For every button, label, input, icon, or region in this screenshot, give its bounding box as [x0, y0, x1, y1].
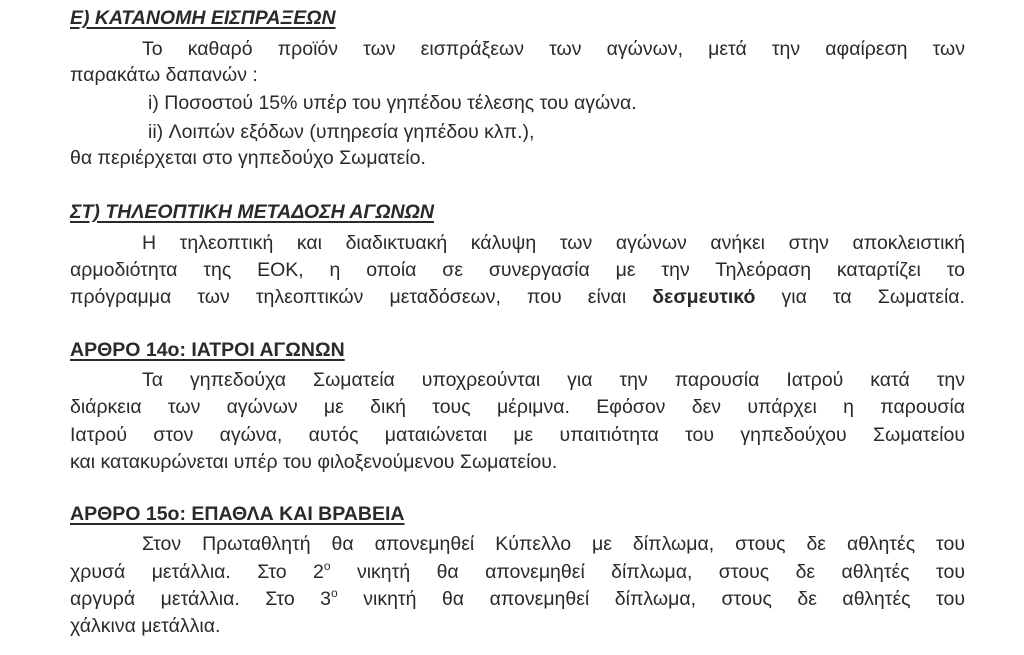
section-e-paragraph-line: παρακάτω δαπανών :	[70, 64, 258, 86]
article-14-paragraph-line: και κατακυρώνεται υπέρ του φιλοξενούμενου Σωματείου.	[70, 451, 558, 473]
article-15-paragraph-line: χάλκινα μετάλλια.	[70, 615, 221, 637]
article-15-heading: ΑΡΘΡΟ 15ο: ΕΠΑΘΛΑ ΚΑΙ ΒΡΑΒΕΙΑ	[70, 503, 405, 525]
article-14-paragraph-line: Ιατρού στον αγώνα, αυτός ματαιώνεται με υπαιτιότητα του γηπεδούχου Σωματείου	[70, 424, 965, 446]
section-st-emphasis: δεσμευτικό	[652, 286, 756, 308]
section-st-paragraph-line: Η τηλεοπτική και διαδικτυακή κάλυψη των αγώνων ανήκει στην αποκλειστική	[142, 232, 965, 254]
section-e-heading: Ε) ΚΑΤΑΝΟΜΗ ΕΙΣΠΡΑΞΕΩΝ	[70, 7, 336, 29]
section-st-text: πρόγραμμα των τηλεοπτικών μεταδόσεων, που είναι	[70, 286, 653, 308]
section-e-paragraph-line: Το καθαρό προϊόν των εισπράξεων των αγώνων, μετά την αφαίρεση των	[142, 38, 965, 60]
article-15-text: νικητή θα απονεμηθεί δίπλωμα, στους δε αθλητές του	[337, 588, 965, 610]
article-15-text: νικητή θα απονεμηθεί δίπλωμα, στους δε αθλητές του	[330, 561, 965, 583]
article-15-text: αργυρά μετάλλια. Στο 3	[70, 588, 332, 610]
article-14-paragraph-line: διάρκεια των αγώνων με δική τους μέριμνα. Εφόσον δεν υπάρχει η παρουσία	[70, 396, 965, 418]
section-e-list-item: i) Ποσοστού 15% υπέρ του γηπέδου τέλεσης του αγώνα.	[148, 92, 637, 114]
ordinal-superscript: ο	[323, 559, 331, 573]
article-15-text: χρυσά μετάλλια. Στο 2	[70, 561, 324, 583]
section-st-paragraph-line: αρμοδιότητα της ΕΟΚ, η οποία σε συνεργασία με την Τηλεόραση καταρτίζει το	[70, 259, 965, 281]
section-e-list-item: ii) Λοιπών εξόδων (υπηρεσία γηπέδου κλπ.),	[148, 121, 535, 143]
section-st-heading: ΣΤ) ΤΗΛΕΟΠΤΙΚΗ ΜΕΤΑΔΟΣΗ ΑΓΩΝΩΝ	[70, 201, 434, 223]
section-st-text: για τα Σωματεία.	[755, 286, 965, 308]
article-15-paragraph-line: Στον Πρωταθλητή θα απονεμηθεί Κύπελλο με δίπλωμα, στους δε αθλητές του	[142, 533, 965, 555]
article-14-heading: ΑΡΘΡΟ 14ο: ΙΑΤΡΟΙ ΑΓΩΝΩΝ	[70, 339, 345, 361]
section-e-paragraph-line: θα περιέρχεται στο γηπεδούχο Σωματείο.	[70, 147, 426, 169]
ordinal-superscript: ο	[331, 586, 338, 600]
article-15-paragraph-line	[70, 560, 965, 584]
article-15-paragraph-line	[70, 587, 965, 611]
section-st-paragraph-line	[70, 285, 965, 309]
article-14-paragraph-line: Τα γηπεδούχα Σωματεία υποχρεούνται για την παρουσία Ιατρού κατά την	[142, 369, 965, 391]
